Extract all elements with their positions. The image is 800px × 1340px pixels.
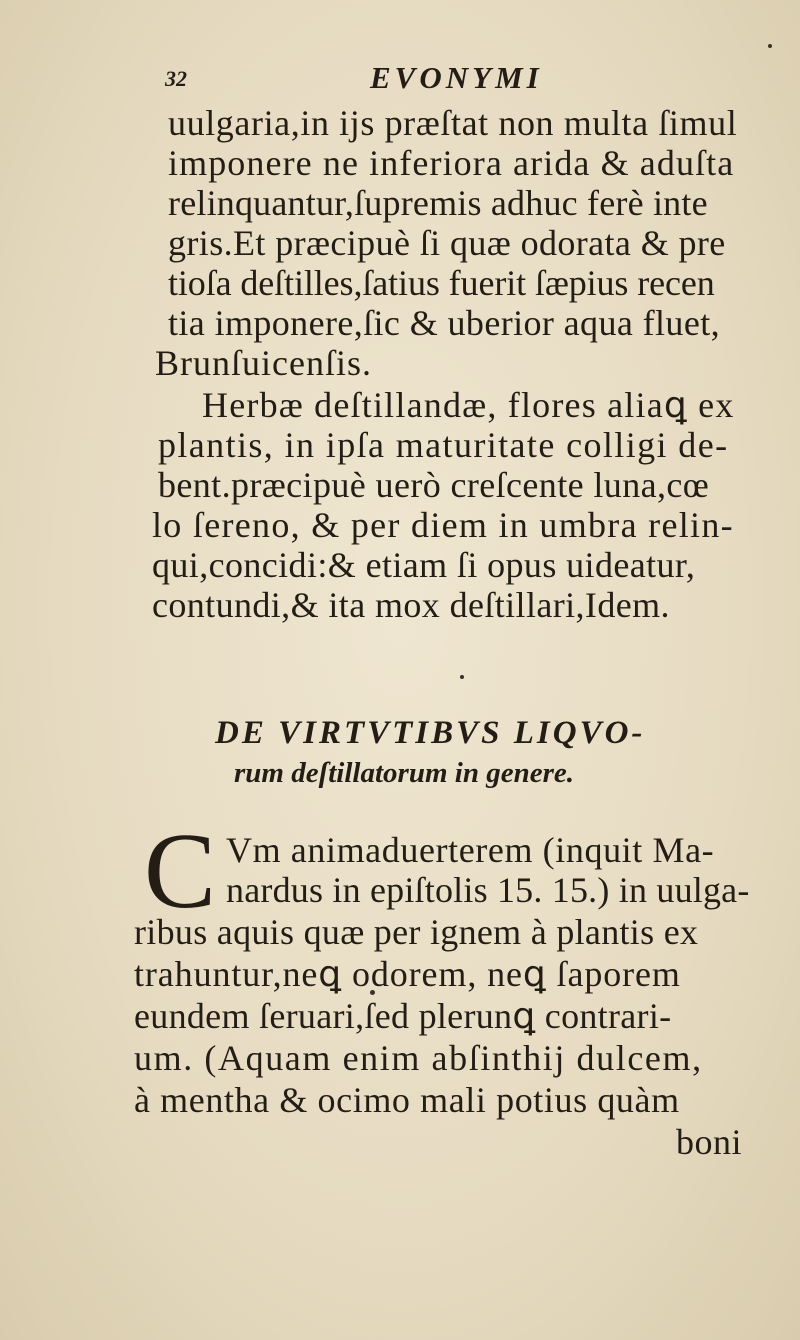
drop-cap: C (144, 812, 217, 931)
section-title: DE VIRTVTIBVS LIQVO- (215, 715, 646, 751)
text-line: contundi,& ita mox deſtillari,Idem. (152, 585, 670, 625)
text-line: bent.præcipuè uerò creſcente luna,cœ (158, 465, 710, 505)
text-line: qui,concidi:& etiam ſi opus uideatur, (152, 545, 696, 585)
section-subtitle: rum deſtillatorum in genere. (234, 757, 574, 789)
text-line: relinquantur,ſupremis adhuc ferè inte (168, 183, 708, 223)
text-line: eundem ſeruari,ſed plerunꝗ contrari- (134, 996, 672, 1036)
text-line: tioſa deſtilles,ſatius fuerit ſæpius recen (168, 263, 715, 303)
text-line: lo ſereno, & per diem in umbra relin- (152, 505, 734, 545)
text-line: à mentha & ocimo mali potius quàm (134, 1080, 680, 1120)
text-line: ribus aquis quæ per ignem à plantis ex (134, 912, 699, 952)
text-line: nardus in epiſtolis 15. 15.) in uulga- (226, 870, 750, 910)
text-line: um. (Aquam enim abſinthij dulcem, (134, 1038, 703, 1078)
running-title: EVONYMI (370, 60, 543, 95)
text-line: plantis, in ipſa maturitate colligi de- (158, 425, 729, 465)
page-number: 32 (165, 66, 187, 91)
text-line: trahuntur,neꝗ odorem, neꝗ ſaporem (134, 954, 681, 994)
text-line: Brunſuicenſis. (155, 343, 372, 383)
text-line: imponere ne inferiora arida & aduſta (168, 143, 735, 183)
text-line: gris.Et præcipuè ſi quæ odorata & pre (168, 223, 726, 263)
text-line: Vm animaduerterem (inquit Ma- (226, 830, 715, 870)
text-line: tia imponere,ſic & uberior aqua fluet, (168, 303, 721, 343)
text-line: Herbæ deſtillandæ, flores aliaꝗ ex (202, 385, 735, 425)
catchword: boni (676, 1122, 743, 1162)
text-line: uulgaria,in ijs præſtat non multa ſimul (168, 103, 738, 143)
